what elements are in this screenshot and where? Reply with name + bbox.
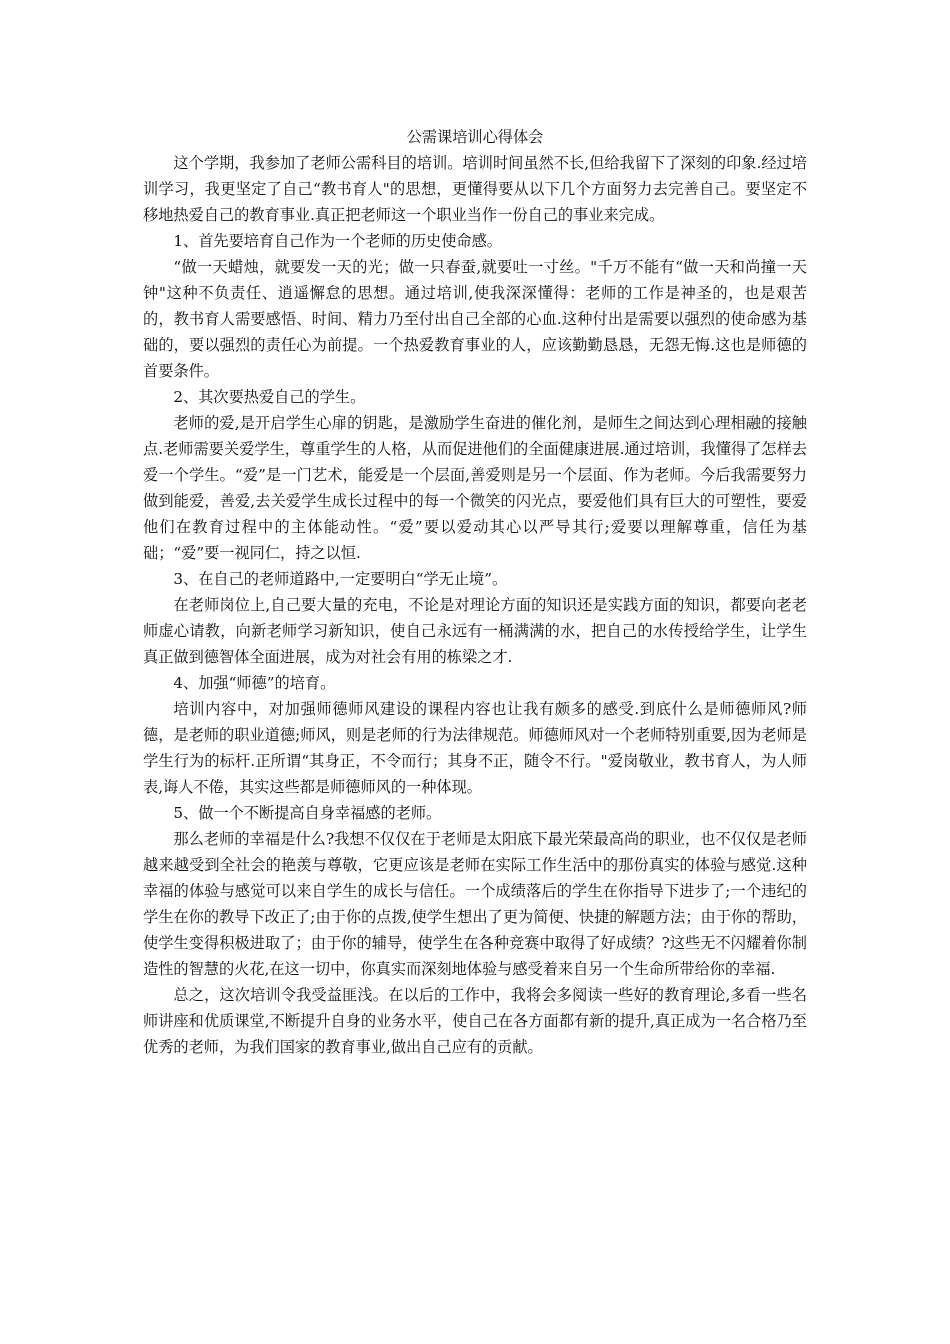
section-heading-3: 3、在自己的老师道路中,一定要明白“学无止境”。	[173, 570, 508, 588]
document-title: 公需课培训心得体会	[406, 128, 544, 146]
paragraph-section-1: “做一天蜡烛，就要发一天的光；做一只春蚕,就要吐一寸丝。"千万不能有“做一天和尚撞一天钟"这种不负责任、逍遥懈怠的思想。通过培训,使我深深懂得：老师的工作是神圣的，也是艰苦的，教书育人需要感悟、时间、精力乃至付出自己全部的心血.这种付出是需要以强烈的使命感为基础的，要以强烈的责任心为前提。一个热爱教育事业的人，应该勤勤恳恳，无怨无悔.这也是师德的首要条件。	[143, 258, 807, 380]
paragraph-section-3: 在老师岗位上,自己要大量的充电，不论是对理论方面的知识还是实践方面的知识，都要向老老师虚心请教，向新老师学习新知识，使自己永远有一桶满满的水，把自己的水传授给学生，让学生真正做到德智体全面进展，成为对社会有用的栋梁之才.	[143, 596, 807, 666]
section-heading-4: 4、加强“师德”的培育。	[173, 674, 336, 692]
section-heading-5: 5、做一个不断提高自身幸福感的老师。	[173, 804, 442, 822]
paragraph-section-2: 老师的爱,是开启学生心扉的钥匙，是激励学生奋进的催化剂，是师生之间达到心理相融的接触点.老师需要关爱学生，尊重学生的人格，从而促进他们的全面健康进展.通过培训，我懂得了怎样去爱一个学生。“爱”是一门艺术，能爱是一个层面,善爱则是另一个层面、作为老师。今后我需要努力做到能爱，善爱,去关爱学生成长过程中的每一个微笑的闪光点，要爱他们具有巨大的可塑性，要爱他们在教育过程中的主体能动性。“爱”要以爱动其心以严导其行;爱要以理解尊重，信任为基础；“爱”要一视同仁，持之以恒.	[143, 414, 807, 562]
paragraph-section-4: 培训内容中，对加强师德师风建设的课程内容也让我有颇多的感受.到底什么是师德师风?师德，是老师的职业道德;师风，则是老师的行为法律规范。师德师风对一个老师特别重要,因为老师是学生行为的标杆.正所谓“其身正，不令而行；其身不正，随令不行。"爱岗敬业，教书育人，为人师表,诲人不倦，其实这些都是师德师风的一种体现。	[143, 700, 807, 796]
section-heading-2: 2、其次要热爱自己的学生。	[173, 388, 366, 406]
section-heading-1: 1、首先要培育自己作为一个老师的历史使命感。	[173, 232, 502, 250]
document-page	[143, 124, 807, 1060]
paragraph-conclusion: 总之，这次培训令我受益匪浅。在以后的工作中，我将会多阅读一些好的教育理论,多看一些名师讲座和优质课堂,不断提升自身的业务水平，使自己在各方面都有新的提升,真正成为一名合格乃至优秀的老师，为我们国家的教育事业,做出自己应有的贡献。	[143, 986, 807, 1056]
paragraph-intro: 这个学期，我参加了老师公需科目的培训。培训时间虽然不长,但给我留下了深刻的印象.经过培训学习，我更坚定了自己“教书育人"的思想，更懂得要从以下几个方面努力去完善自己。要坚定不移地热爱自己的教育事业.真正把老师这一个职业当作一份自己的事业来完成。	[143, 154, 807, 224]
paragraph-section-5: 那么老师的幸福是什么?我想不仅仅在于老师是太阳底下最光荣最高尚的职业，也不仅仅是老师越来越受到全社会的艳羡与尊敬，它更应该是老师在实际工作生活中的那份真实的体验与感觉.这种幸福的体验与感觉可以来自学生的成长与信任。一个成绩落后的学生在你指导下进步了;一个违纪的学生在你的教导下改正了;由于你的点拨,使学生想出了更为简便、快捷的解题方法；由于你的帮助，使学生变得积极进取了；由于你的辅导，使学生在各种竞赛中取得了好成绩？?这些无不闪耀着你制造性的智慧的火花,在这一切中，你真实而深刻地体验与感受着来自另一个生命所带给你的幸福.	[143, 830, 807, 978]
